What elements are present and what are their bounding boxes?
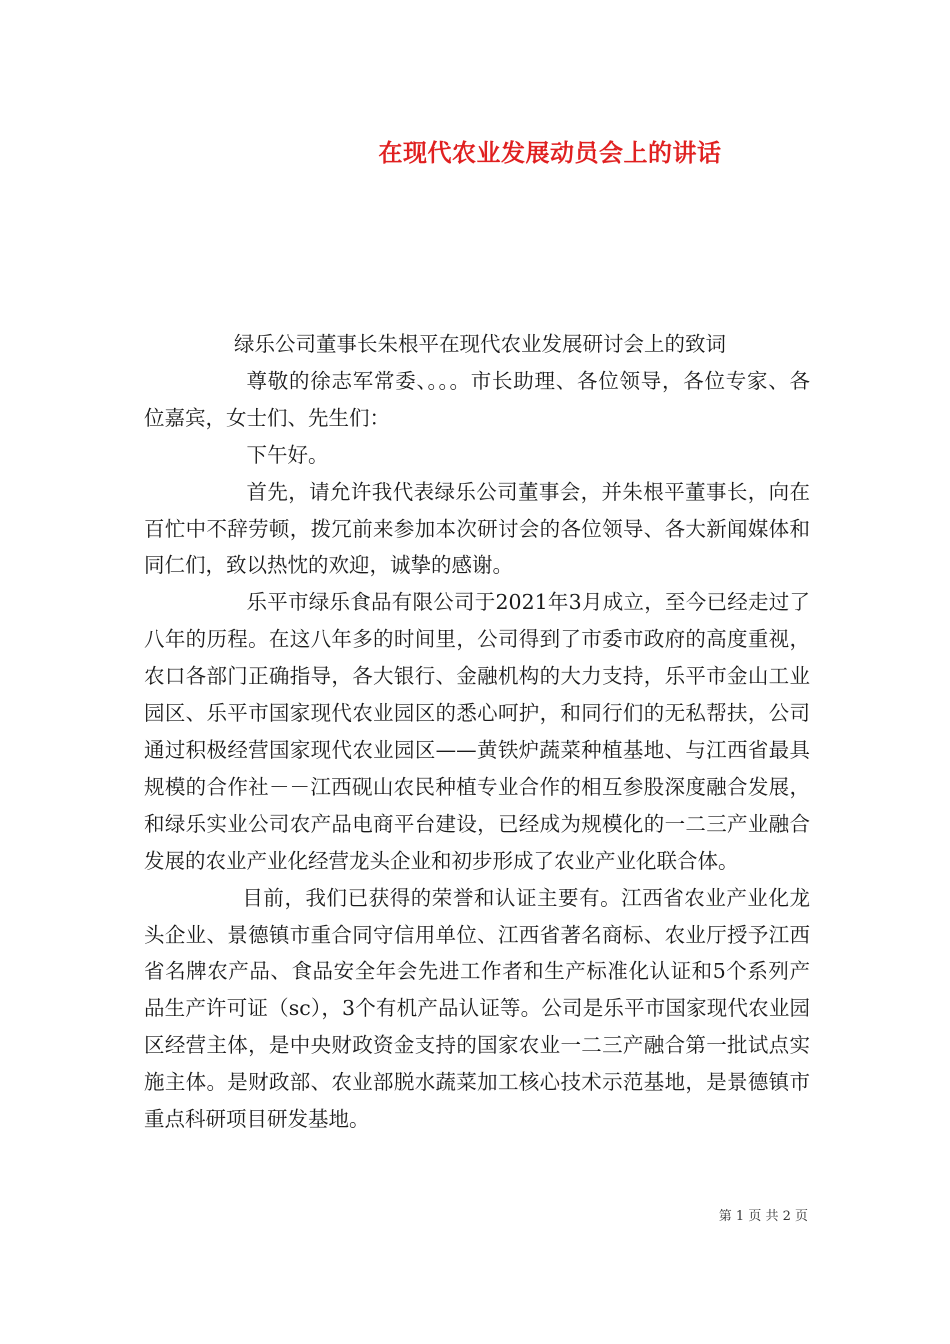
paragraph-welcome: 首先，请允许我代表绿乐公司董事会，并朱根平董事长，向在百忙中不辞劳顿，拨冗前来参加本次研讨会的各位领导、各大新闻媒体和同仁们，致以热忱的欢迎，诚挚的感谢。 bbox=[144, 479, 810, 578]
document-title: 在现代农业发展动员会上的讲话 bbox=[378, 139, 722, 167]
paragraph-greeting: 下午好。 bbox=[246, 442, 329, 467]
paragraph-salutation: 尊敬的徐志军常委、。。。市长助理、各位领导，各位专家、各位嘉宾，女士们、先生们： bbox=[144, 368, 810, 430]
paragraph-honors: 目前，我们已获得的荣誉和认证主要有。江西省农业产业化龙头企业、景德镇市重合同守信用单位、江西省著名商标、农业厅授予江西省名牌农产品、食品安全年会先进工作者和生产标准化认证和5个系列产品生产许可证（sc），3个有机产品认证等。公司是乐平市国家现代农业园区经营主体，是中央财政资金支持的国家农业一二三产融合第一批试点实施主体。是财政部、农业部脱水蔬菜加工核心技术示范基地，是景德镇市重点科研项目研发基地。 bbox=[144, 885, 810, 1132]
document-subtitle: 绿乐公司董事长朱根平在现代农业发展研讨会上的致词 bbox=[234, 332, 726, 356]
document-body bbox=[144, 326, 810, 1138]
paragraph-company-history: 乐平市绿乐食品有限公司于2021年3月成立，至今已经走过了八年的历程。在这八年多的时间里，公司得到了市委市政府的高度重视，农口各部门正确指导，各大银行、金融机构的大力支持，乐平市金山工业园区、乐平市国家现代农业园区的悉心呵护，和同行们的无私帮扶，公司通过积极经营国家现代农业园区——黄铁炉蔬菜种植基地、与江西省最具规模的合作社－－江西砚山农民种植专业合作的相互参股深度融合发展，和绿乐实业公司农产品电商平台建设，已经成为规模化的一二三产业融合发展的农业产业化经营龙头企业和初步形成了农业产业化联合体。 bbox=[144, 590, 810, 873]
page-number: 第 1 页 共 2 页 bbox=[718, 1209, 808, 1224]
